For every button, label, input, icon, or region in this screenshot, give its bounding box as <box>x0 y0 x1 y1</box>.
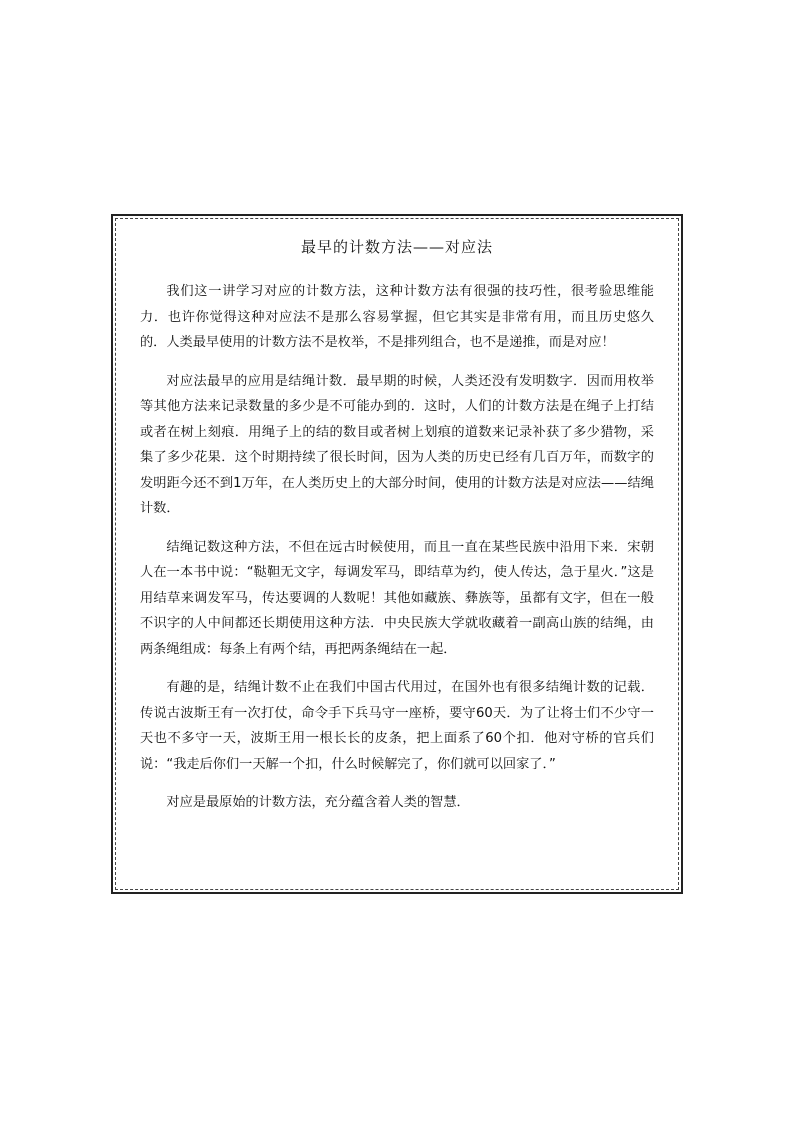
article-frame-inner <box>115 218 679 890</box>
paragraph-intro: 我们这一讲学习对应的计数方法，这种计数方法有很强的技巧性，很考验思维能力．也许你觉得这种对应法不是那么容易掌握，但它其实是非常有用，而且历史悠久的．人类最早使用的计数方法不是枚举，不是排列组合，也不是递推，而是对应！ <box>140 284 654 350</box>
paragraph-conclusion: 对应是最原始的计数方法，充分蕴含着人类的智慧． <box>166 795 470 810</box>
paragraph-persian-king: 有趣的是，结绳计数不止在我们中国古代用过，在国外也有很多结绳计数的记载．传说古波斯王有一次打仗，命令手下兵马守一座桥，要守60天．为了让将士们不少守一天也不多守一天，波斯王用一根长长的皮条，把上面系了60个扣．他对守桥的官兵们说：“我走后你们一天解一个扣，什么时候解完了，你们就可以回家了．” <box>140 680 654 772</box>
paragraph-knot-counting: 对应法最早的应用是结绳计数．最早期的时候，人类还没有发明数字．因而用枚举等其他方法来记录数量的多少是不可能办到的．这时，人们的计数方法是在绳子上打结或者在树上刻痕．用绳子上的结的数目或者树上划痕的道数来记录补获了多少猎物，采集了多少花果．这个时期持续了很长时间，因为人类的历史已经有几百万年，而数字的发明距今还不到1万年，在人类历史上的大部分时间，使用的计数方法是对应法——结绳计数． <box>140 373 654 516</box>
article-title: 最早的计数方法——对应法 <box>300 238 493 256</box>
article-frame <box>111 214 683 894</box>
paragraph-song-dynasty: 结绳记数这种方法，不但在远古时候使用，而且一直在某些民族中沿用下来．宋朝人在一本书中说：“鞑靼无文字，每调发军马，即结草为约，使人传达，急于星火．”这是用结草来调发军马，传达要调的人数呢！其他如藏族、彝族等，虽都有文字，但在一般不识字的人中间都还长期使用这种方法．中央民族大学就收藏着一副高山族的结绳，由两条绳组成：每条上有两个结，再把两条绳结在一起． <box>140 539 654 657</box>
